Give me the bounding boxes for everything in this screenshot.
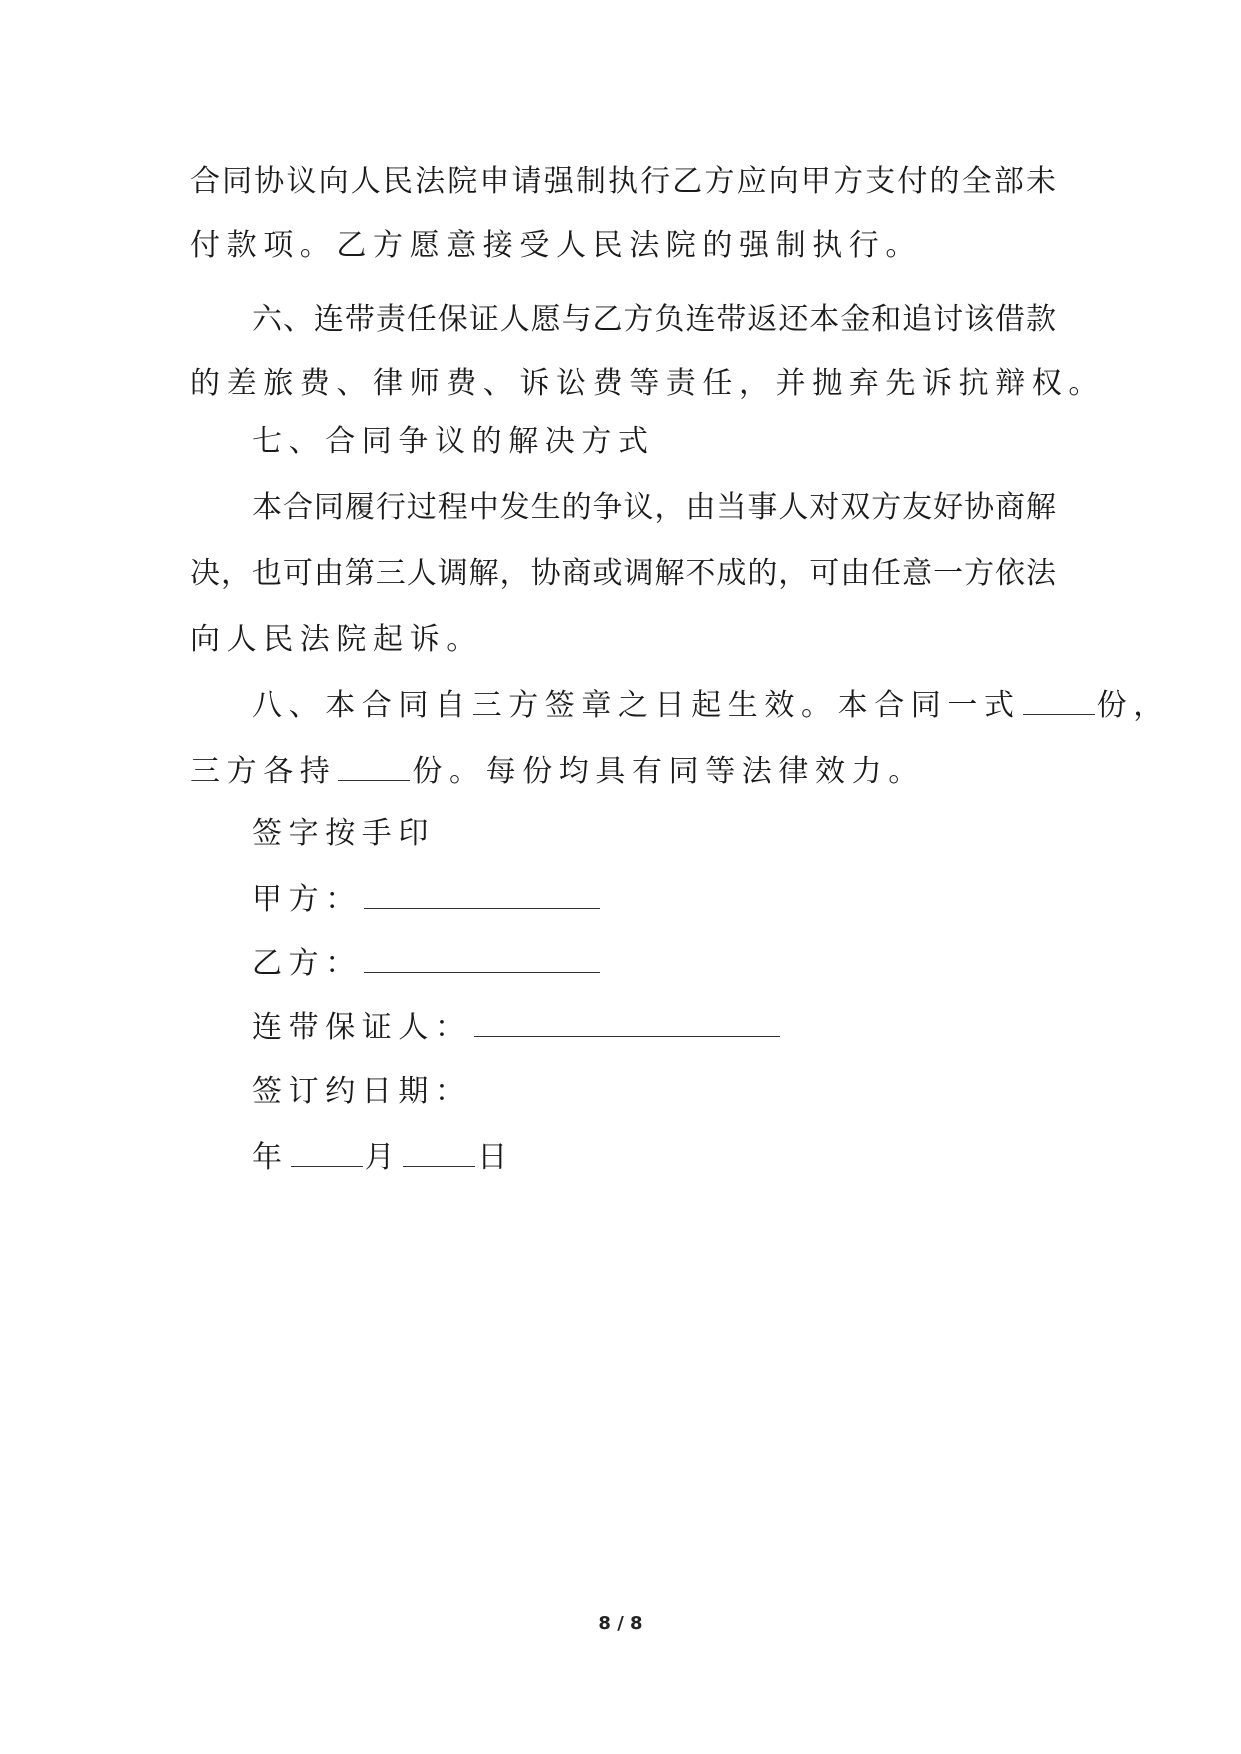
copies-each-blank bbox=[338, 750, 410, 781]
clause-eight-line bbox=[252, 684, 1170, 724]
party-b-label: 乙方： bbox=[252, 946, 362, 981]
party-b-signature-blank bbox=[364, 942, 600, 973]
date-day-label: 日 bbox=[477, 1140, 514, 1175]
paragraph-line: 付款项。乙方愿意接受人民法院的强制执行。 bbox=[190, 228, 922, 263]
clause-six-line: 六、连带责任保证人愿与乙方负连带返还本金和追讨该借款 bbox=[252, 302, 1056, 337]
paragraph-line: 决，也可由第三人调解，协商或调解不成的，可由任意一方依法 bbox=[190, 556, 1056, 591]
date-label: 签订约日期： bbox=[252, 1074, 472, 1109]
copies-each-text-end: 份。每份均具有同等法律效力。 bbox=[412, 754, 925, 789]
clause-seven-heading: 七、合同争议的解决方式 bbox=[252, 424, 655, 459]
date-day-blank bbox=[403, 1136, 475, 1167]
date-month-label: 月 bbox=[364, 1140, 402, 1175]
date-row bbox=[252, 1136, 514, 1176]
date-year-label: 年 bbox=[252, 1140, 289, 1175]
paragraph-line: 合同协议向人民法院申请强制执行乙方应向甲方支付的全部未 bbox=[190, 164, 1056, 199]
paragraph-line bbox=[190, 750, 925, 790]
party-a-signature-blank bbox=[364, 878, 600, 909]
clause-eight-text-end: 份， bbox=[1096, 688, 1170, 723]
clause-eight-text: 八、本合同自三方签章之日起生效。本合同一式 bbox=[252, 688, 1021, 723]
party-a-row bbox=[252, 878, 602, 918]
copies-each-text: 三方各持 bbox=[190, 754, 337, 789]
paragraph-line: 本合同履行过程中发生的争议，由当事人对双方友好协商解 bbox=[252, 490, 1056, 525]
signature-heading: 签字按手印 bbox=[252, 816, 435, 851]
copies-total-blank bbox=[1023, 684, 1095, 715]
page-number: 8 / 8 bbox=[598, 1613, 643, 1634]
guarantor-row bbox=[252, 1006, 782, 1046]
party-b-row bbox=[252, 942, 602, 982]
party-a-label: 甲方： bbox=[252, 882, 362, 917]
guarantor-signature-blank bbox=[474, 1006, 780, 1037]
guarantor-label: 连带保证人： bbox=[252, 1010, 472, 1045]
paragraph-line: 向人民法院起诉。 bbox=[190, 622, 483, 657]
date-month-blank bbox=[291, 1136, 363, 1167]
paragraph-line: 的差旅费、律师费、诉讼费等责任，并抛弃先诉抗辩权。 bbox=[190, 366, 1105, 401]
